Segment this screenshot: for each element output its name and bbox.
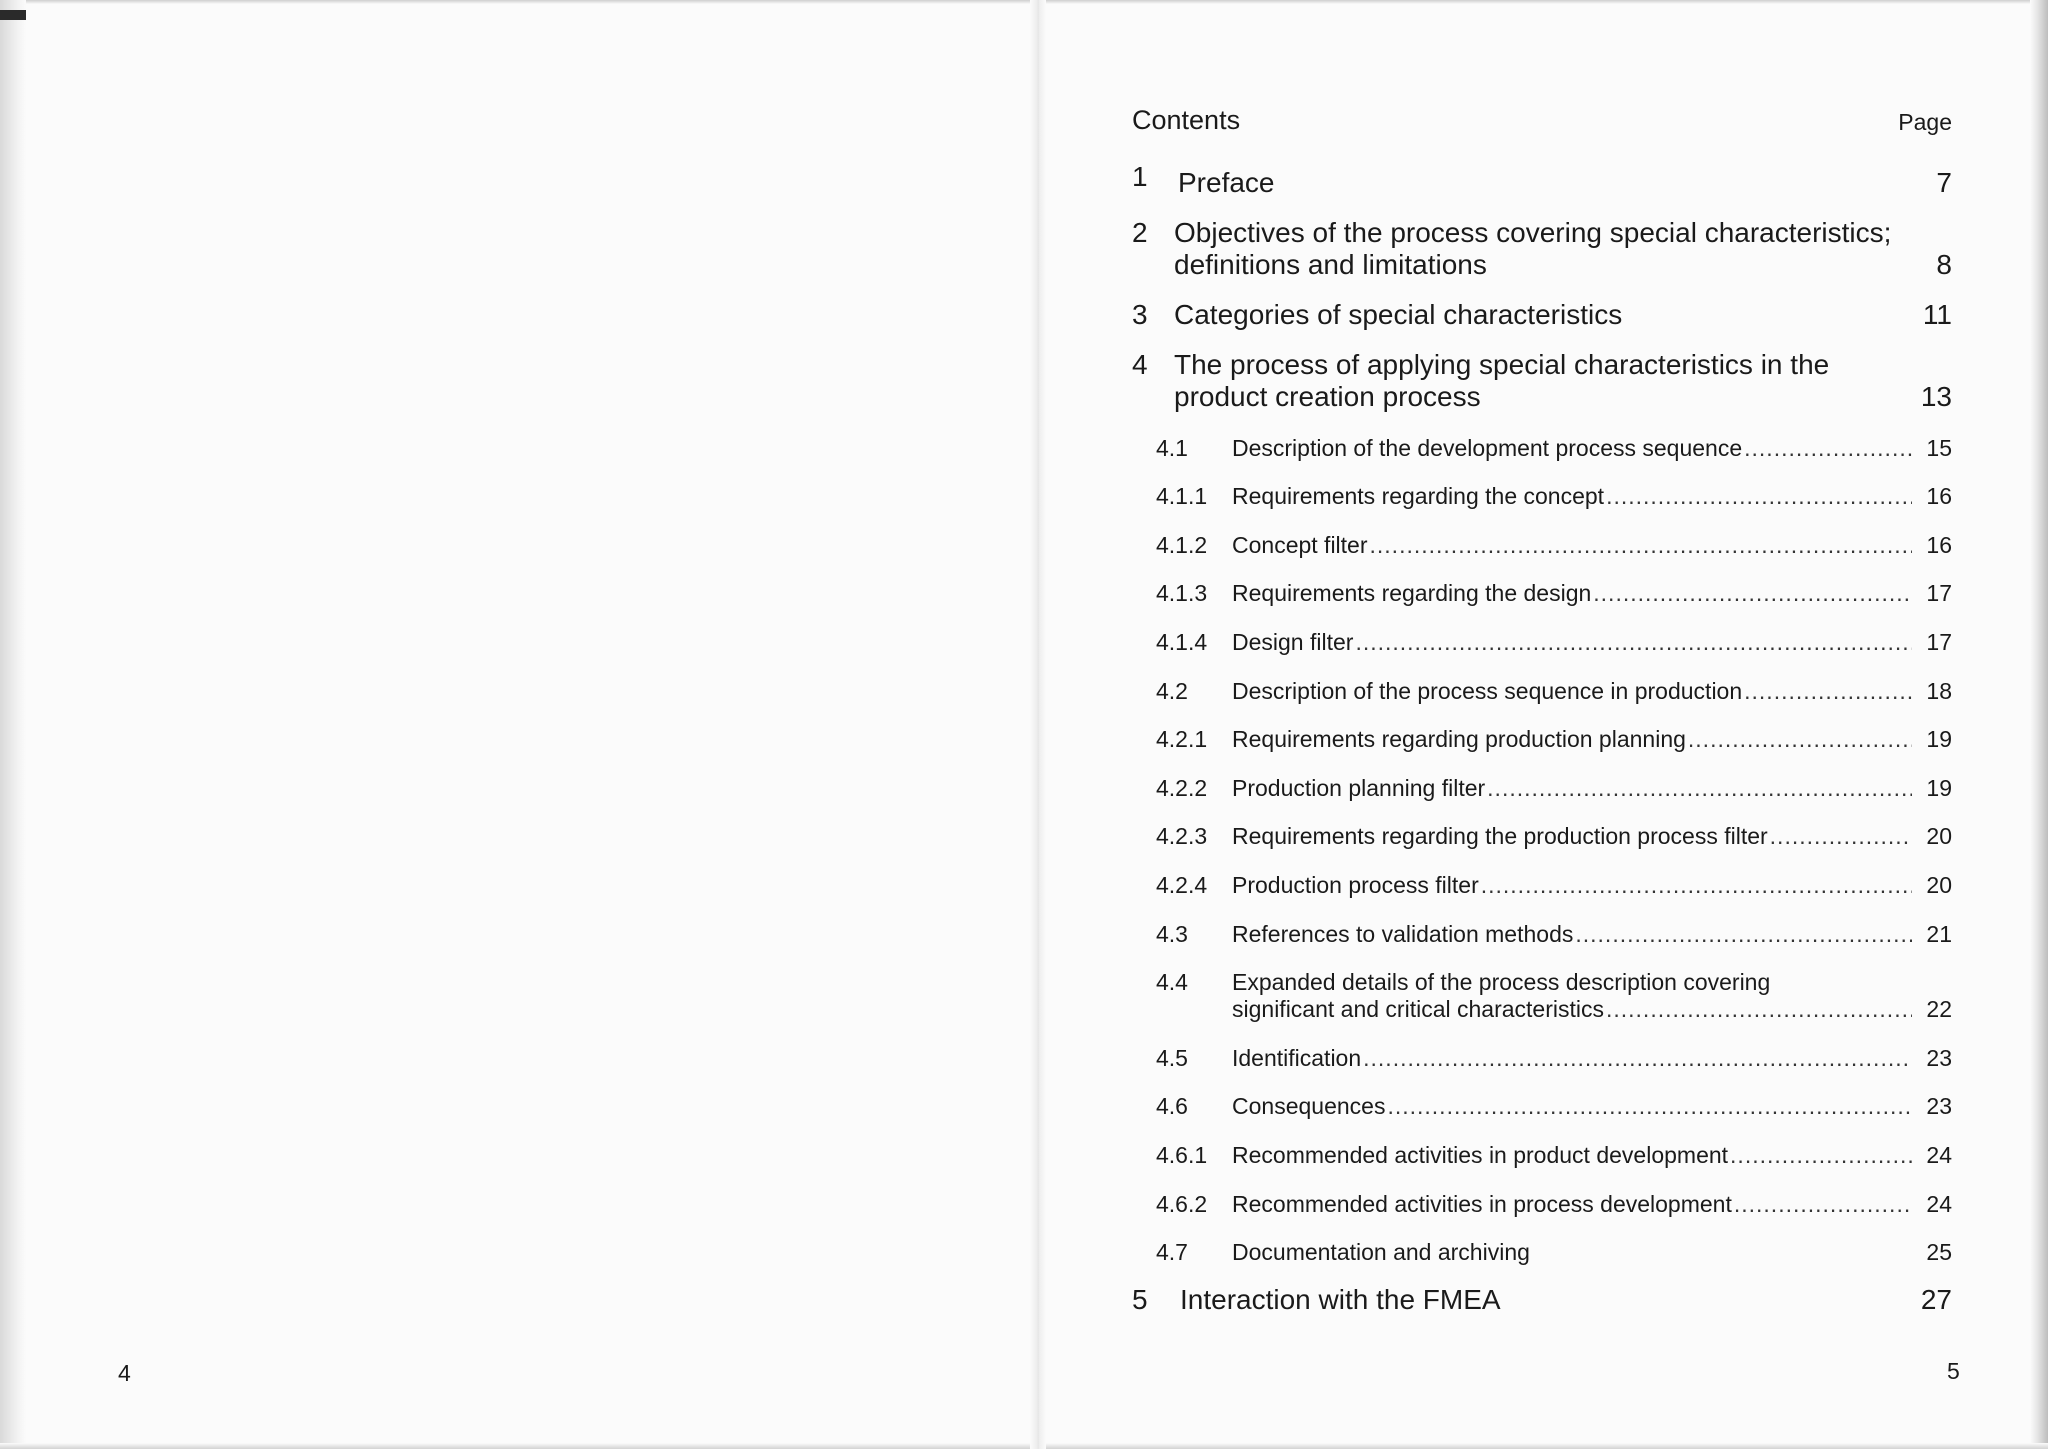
toc-entry-4-5[interactable] [1132,1023,1952,1072]
dot-leader [1744,435,1912,462]
scan-edge-mark [0,10,26,20]
toc-entry-number: 2 [1132,217,1148,248]
toc-entry-4-6[interactable] [1132,1072,1952,1121]
dot-leader [1355,629,1912,656]
toc-entry-title: Preface [1178,167,1275,198]
toc-entry-title: Requirements regarding the concept [1232,483,1605,510]
toc-entry-4-1-3[interactable] [1132,559,1952,608]
toc-entry-number: 4.5 [1156,1044,1188,1071]
dot-leader [1575,921,1912,948]
right-page-number: 5 [1947,1358,1960,1384]
toc-entry-number: 4.1.1 [1156,483,1208,510]
dot-leader [1744,678,1912,705]
toc-entry-title: Categories of special characteristics [1174,299,1623,330]
toc-entry-page: 19 [1926,726,1952,753]
toc-entry-number: 4.7 [1156,1239,1188,1266]
toc-entry-2[interactable] [1132,199,1952,281]
toc-entry-page: 7 [1936,167,1952,198]
toc-entry-page: 23 [1926,1044,1952,1071]
toc-entry-3[interactable] [1132,281,1952,331]
toc-entry-page: 15 [1926,434,1952,461]
toc-entry-number: 4.1.4 [1156,628,1208,655]
toc-entry-title: The process of applying special characteristics in the product creation process [1174,349,1830,412]
toc-entry-title: Design filter [1232,628,1354,655]
toc-entry-title: Recommended activities in product development [1232,1141,1729,1168]
dot-leader [1387,1093,1912,1120]
toc-entry-title: Objectives of the process covering special characteristics; definitions and limitations [1174,217,1892,280]
dot-leader [1363,1045,1912,1072]
toc-entry-4-6-1[interactable] [1132,1120,1952,1169]
toc-entry-title: Identification [1232,1044,1362,1071]
toc-entry-page: 16 [1926,531,1952,558]
toc-entry-number: 4.4 [1156,969,1188,996]
toc-entry-number: 3 [1132,299,1148,330]
toc-entry-title: Concept filter [1232,531,1368,558]
toc-entry-title: Production process filter [1232,871,1479,898]
toc-entry-page: 22 [1926,996,1952,1023]
toc-entry-number: 4.2.3 [1156,823,1208,850]
toc-header [1132,105,1952,149]
dot-leader [1487,775,1912,802]
toc-entry-page: 19 [1926,774,1952,801]
dot-leader [1606,483,1912,510]
toc-page-column-label: Page [1898,109,1952,135]
book-gutter [1030,0,1046,1449]
toc-entry-page: 21 [1926,920,1952,947]
toc-entry-number: 4.1 [1156,434,1188,461]
toc-entry-4-2-1[interactable] [1132,705,1952,754]
toc-entry-page: 24 [1926,1141,1952,1168]
toc-entry-number: 4.1.3 [1156,580,1208,607]
toc-entry-page: 16 [1926,483,1952,510]
toc-entry-title: Interaction with the FMEA [1180,1284,1501,1316]
toc-entry-number: 4.2.1 [1156,726,1208,753]
table-of-contents [1132,105,1952,1316]
toc-entry-number: 5 [1132,1284,1148,1316]
toc-entry-number: 4.2.4 [1156,871,1208,898]
scan-edge-left [0,0,26,1449]
toc-entry-4-1-4[interactable] [1132,607,1952,656]
toc-entry-5[interactable] [1132,1266,1952,1316]
toc-entry-title: Description of the process sequence in production [1232,677,1743,704]
toc-entry-number: 4.1.2 [1156,531,1208,558]
toc-entry-page: 17 [1926,580,1952,607]
toc-title: Contents [1132,105,1241,135]
dot-leader [1606,996,1912,1023]
toc-entry-page: 20 [1926,823,1952,850]
toc-entry-number: 4 [1132,349,1148,380]
scan-edge-right [2030,0,2048,1449]
toc-entry-page: 20 [1926,871,1952,898]
toc-entry-4-2-3[interactable] [1132,802,1952,851]
toc-entry-1[interactable] [1132,149,1952,199]
toc-entry-4-7[interactable] [1132,1218,1952,1267]
dot-leader [1481,872,1912,899]
toc-entry-title: Requirements regarding the design [1232,580,1592,607]
toc-entry-title-line-2: significant and critical characteristics [1232,996,1604,1023]
left-page-number: 4 [118,1360,131,1386]
toc-entry-number: 1 [1132,161,1148,192]
toc-entry-page: 27 [1920,1284,1952,1316]
toc-entry-title: Requirements regarding production planning [1232,726,1686,753]
toc-entry-title: Production planning filter [1232,774,1486,801]
toc-entry-title: Requirements regarding the production process filter [1232,823,1768,850]
toc-entry-number: 4.3 [1156,920,1188,947]
toc-entry-number: 4.2.2 [1156,774,1208,801]
dot-leader [1734,1191,1912,1218]
toc-entry-number: 4.6.1 [1156,1141,1208,1168]
scan-edge-bottom [0,1443,2048,1449]
toc-entry-number: 4.2 [1156,677,1188,704]
toc-entry-4-2[interactable] [1132,656,1952,705]
toc-entry-page: 23 [1926,1093,1952,1120]
toc-entry-page: 24 [1926,1190,1952,1217]
toc-entry-4[interactable] [1132,331,1952,413]
dot-leader [1730,1142,1912,1169]
toc-entry-title: References to validation methods [1232,920,1574,947]
toc-entry-page: 8 [1936,249,1952,280]
toc-entry-page: 13 [1920,381,1952,412]
toc-entry-4-1-1[interactable] [1132,462,1952,511]
toc-entry-page: 11 [1922,299,1952,330]
toc-entry-page: 17 [1926,628,1952,655]
dot-leader [1370,532,1912,559]
toc-entry-4-1[interactable] [1132,413,1952,462]
dot-leader [1593,580,1912,607]
toc-entry-4-6-2[interactable] [1132,1169,1952,1218]
toc-entry-4-1-2[interactable] [1132,510,1952,559]
toc-entry-number: 4.6.2 [1156,1190,1208,1217]
toc-entry-title: Consequences [1232,1093,1386,1120]
dot-leader [1688,726,1912,753]
toc-entry-4-4[interactable] [1132,948,1952,1024]
toc-entry-title: Description of the development process sequence [1232,434,1743,461]
dot-leader [1770,823,1912,850]
toc-entry-title: Recommended activities in process development [1232,1190,1732,1217]
toc-entry-title: Documentation and archiving [1232,1239,1530,1266]
toc-entry-4-3[interactable] [1132,899,1952,948]
toc-entry-page: 18 [1926,677,1952,704]
toc-entry-4-2-2[interactable] [1132,753,1952,802]
scan-edge-top [0,0,2048,4]
toc-entry-page: 25 [1926,1239,1952,1266]
toc-entry-number: 4.6 [1156,1093,1188,1120]
toc-entry-4-2-4[interactable] [1132,850,1952,899]
toc-entry-title-line-1: Expanded details of the process description covering [1232,969,1771,996]
